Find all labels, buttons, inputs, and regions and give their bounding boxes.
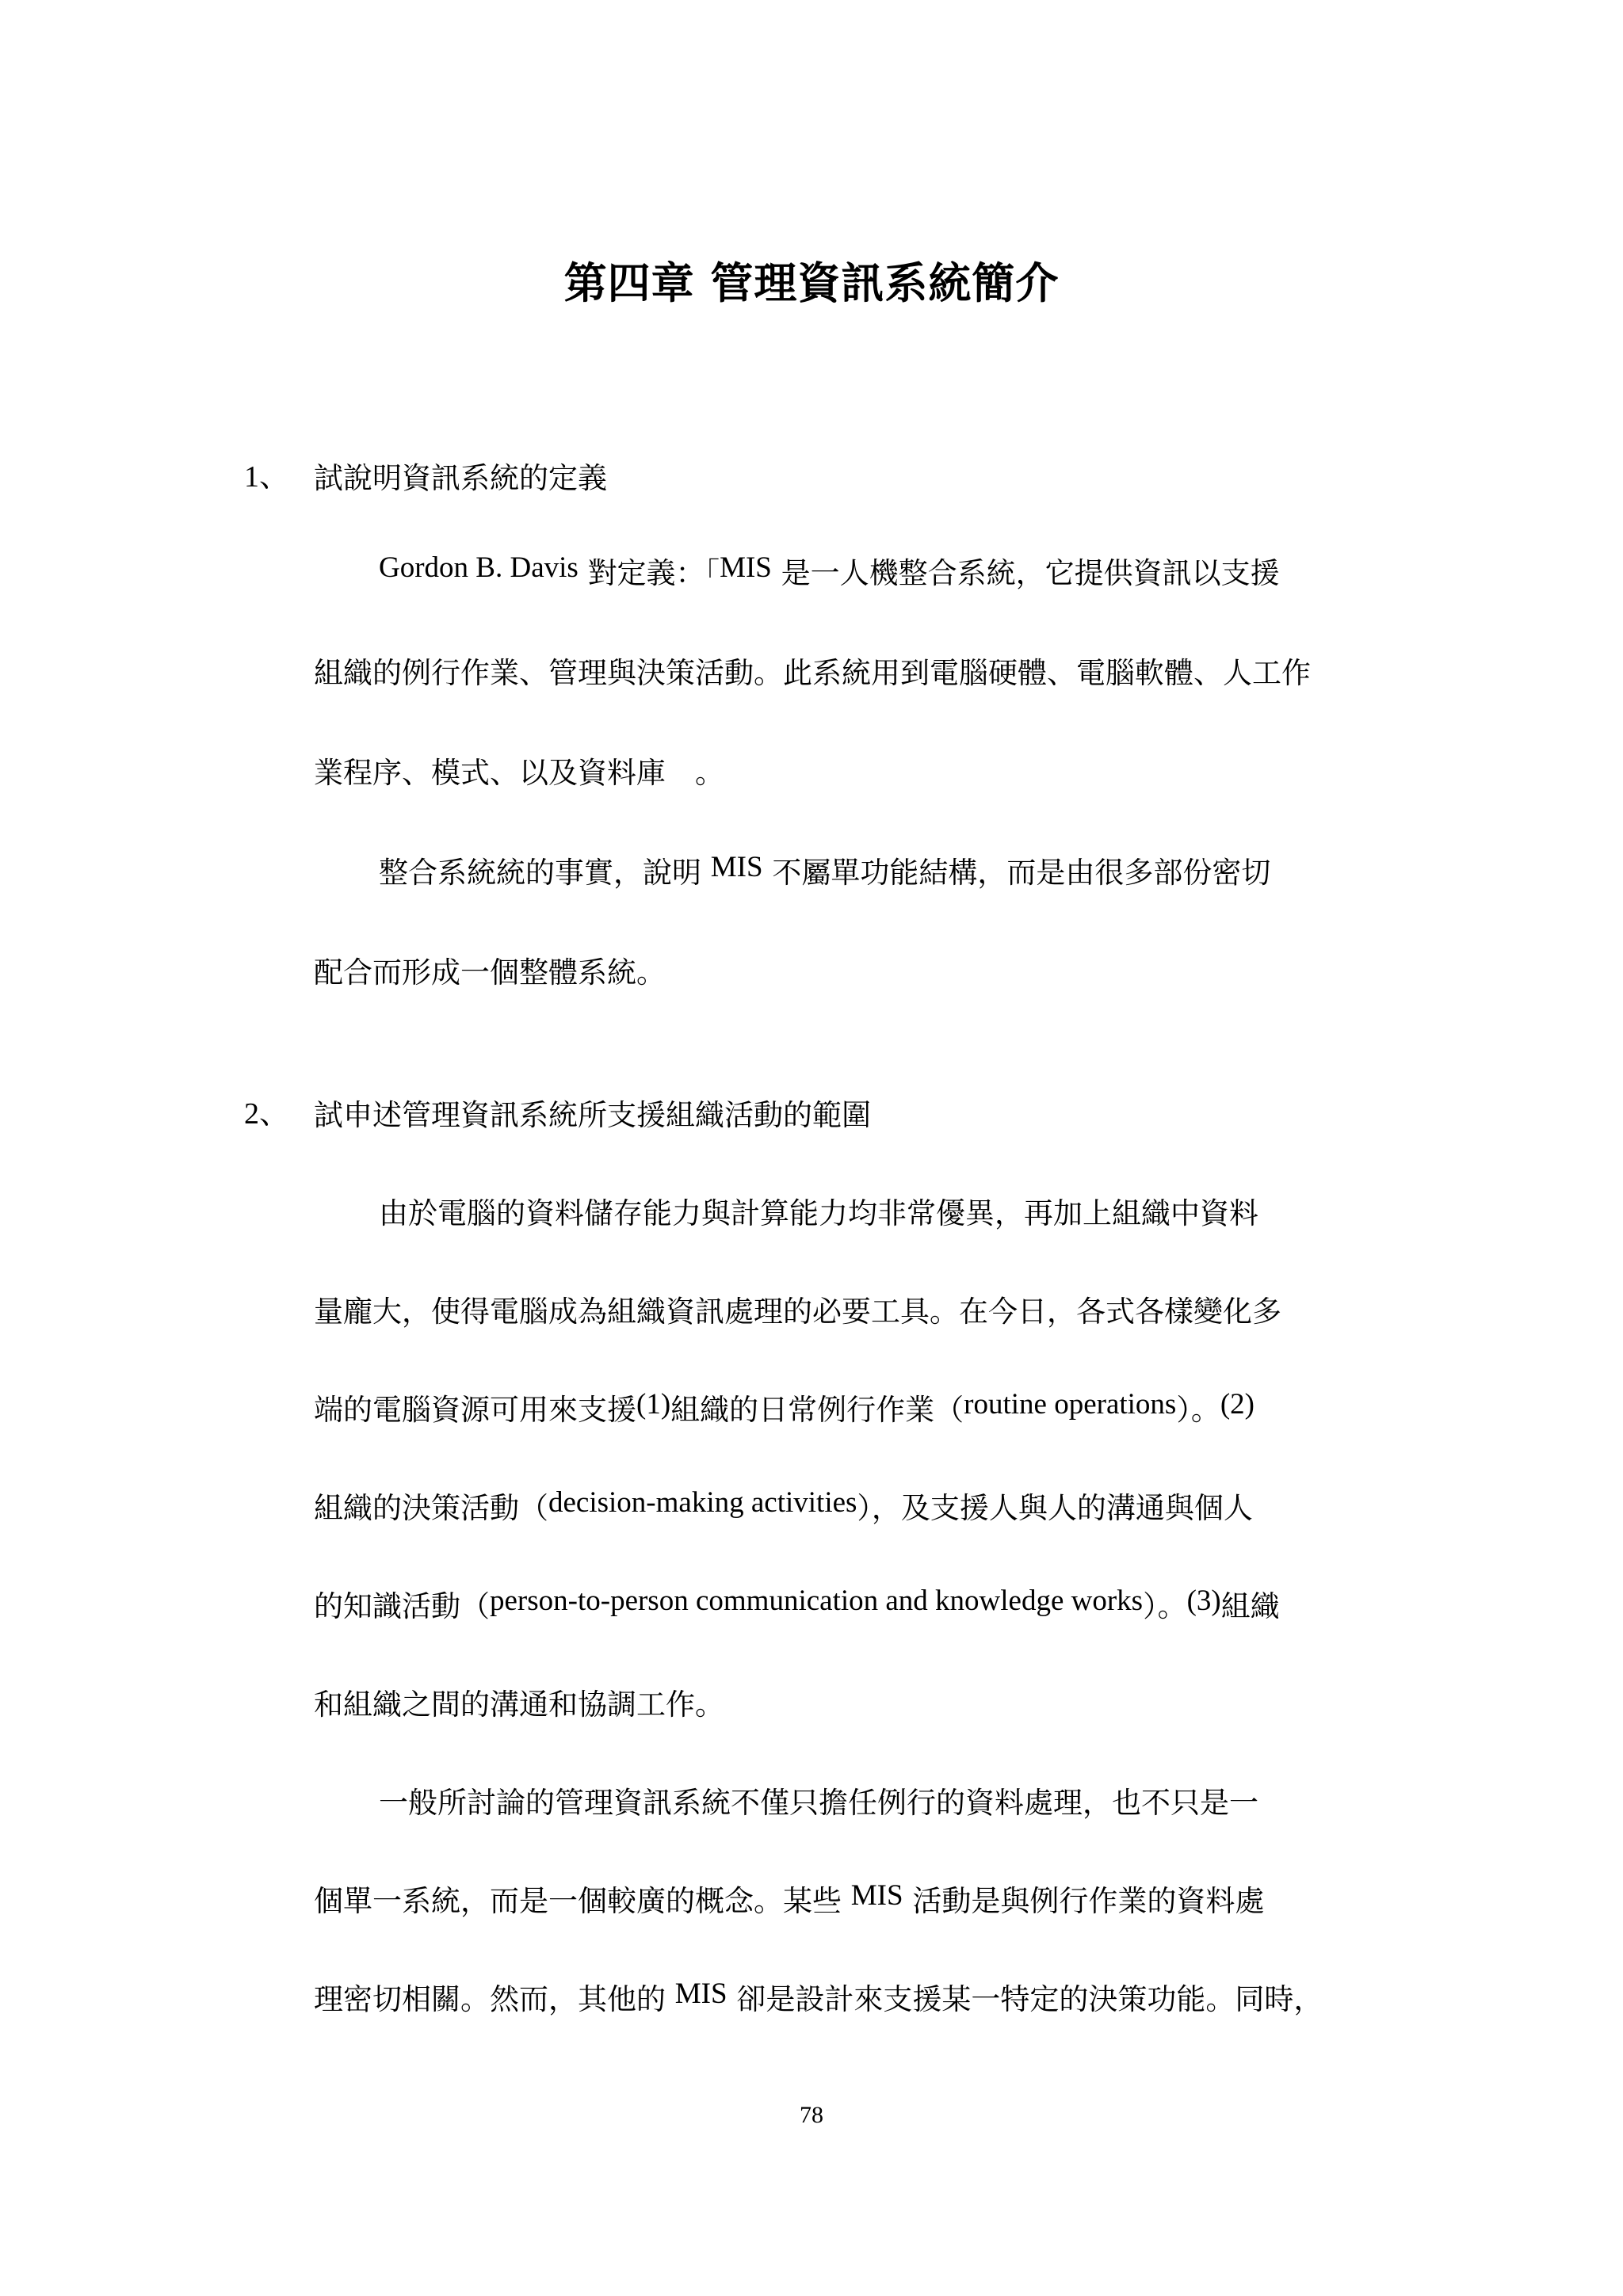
text-run: 組織 [1220,1589,1280,1623]
text-run: 整合系統統的事實，說明 [379,856,701,890]
q2-paragraph-line [314,1978,1323,2023]
text-run: ）。 [1176,1393,1220,1427]
text-run: 組織的決策活動（ [314,1491,548,1525]
text-run: ）。 [1143,1589,1187,1623]
question-2-number: 2、 [244,1097,290,1131]
text-run: 端的電腦資源可用來支援 [314,1393,636,1427]
q2-paragraph-line [314,1683,724,1727]
text-run: 組織的例行作業、管理與決策活動。此系統用到電腦硬體、電腦軟體、人工作 [314,656,1311,690]
text-run: 量龐大，使得電腦成為組織資訊處理的必要工具。在今日，各式各樣變化多 [314,1295,1281,1329]
text-run: 業程序、模式、以及資料庫 。 [314,756,724,790]
text-run: (2) [1220,1388,1254,1421]
question-1-heading: 試說明資訊系統的定義 [314,461,607,495]
q2-paragraph-line [314,1290,1281,1334]
text-run: 組織的日常例行作業（ [670,1393,964,1427]
text-run: 的知識活動（ [314,1589,490,1623]
q2-paragraph-line [379,1781,1258,1825]
text-run: MIS [674,1978,727,2010]
text-run: 卻是設計來支援某一特定的決策功能。同時， [736,1982,1323,2016]
text-run: 是一人機整合系統，它提供資訊以支援 [781,556,1280,590]
text-run: 不屬單功能結構，而是由很多部份密切 [772,856,1271,890]
q2-paragraph-line [314,1879,1264,1924]
text-run: (1) [636,1388,671,1421]
q1-paragraph-line [379,851,1270,896]
question-2-heading: 試申述管理資訊系統所支援組織活動的範圍 [314,1098,871,1132]
chapter-title: 第四章 管理資訊系統簡介 [563,258,1060,308]
q2-paragraph-line [314,1388,1254,1433]
q2-paragraph-line [379,1192,1258,1236]
text-run: 個單一系統，而是一個較廣的概念。某些 [314,1884,842,1918]
text-run: MIS [850,1879,903,1912]
text-run: 和組織之間的溝通和協調工作。 [314,1688,724,1722]
text-run: decision-making activities [548,1486,857,1519]
text-run: 理密切相關。然而，其他的 [314,1982,666,2016]
text-run: 活動是與例行作業的資料處 [912,1884,1265,1918]
q1-paragraph-line [314,651,1311,696]
text-run: ），及支援人與人的溝通與個人 [857,1491,1253,1525]
text-run: 對定義：「 [587,556,720,590]
page-number: 78 [800,2102,823,2128]
q1-paragraph-line [314,751,724,795]
text-run: MIS [720,551,772,584]
text-run: routine operations [964,1388,1177,1421]
text-run: 由於電腦的資料儲存能力與計算能力均非常優異，再加上組織中資料 [379,1196,1258,1230]
q1-paragraph-line [314,951,666,995]
q2-paragraph-line [314,1585,1280,1630]
text-run: (3) [1186,1585,1221,1617]
question-1-number: 1、 [244,460,290,494]
text-run: 配合而形成一個整體系統。 [314,955,666,990]
q1-paragraph-line [379,551,1280,597]
text-run: 一般所討論的管理資訊系統不僅只擔任例行的資料處理，也不只是一 [379,1786,1258,1820]
text-run: Gordon B. Davis [379,551,579,584]
text-run: MIS [710,851,763,883]
text-run: person-to-person communication and knowledge works [490,1585,1144,1617]
q2-paragraph-line [314,1486,1253,1531]
